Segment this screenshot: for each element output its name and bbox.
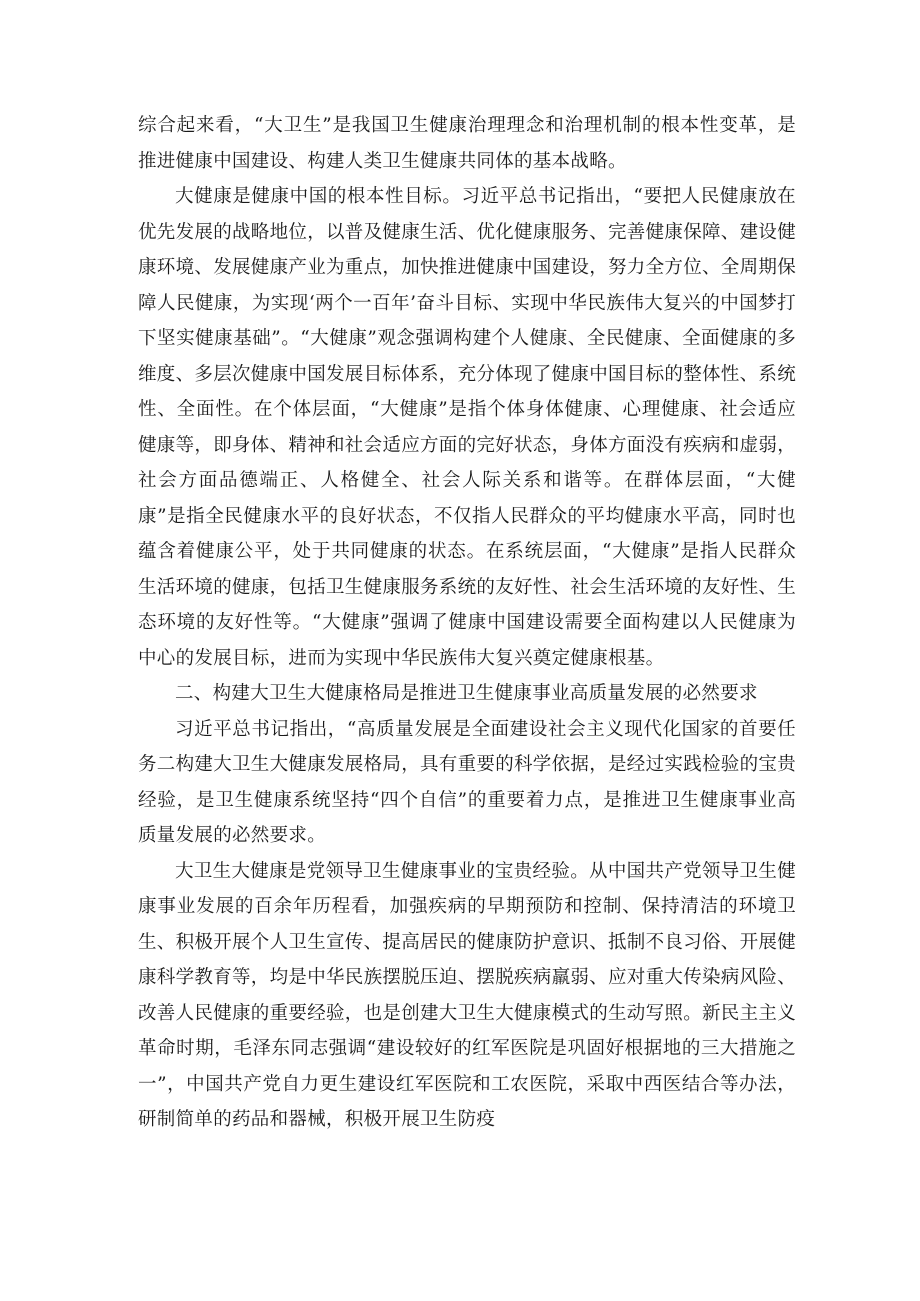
paragraph-big-health-goal: 大健康是健康中国的根本性目标。习近平总书记指出，“要把人民健康放在优先发展的战略地位，以普及健康生活、优化健康服务、完善健康保障、建设健康环境、发展健康产业为重点，加快推进健康中国建设，努力全方位、全周期保障人民健康，为实现‘两个一百年’奋斗目标、实现中华民族伟大复兴的中国梦打下坚实健康基础”。“大健康”观念强调构建个人健康、全民健康、全面健康的多维度、多层次健康中国发展目标体系，充分体现了健康中国目标的整体性、系统性、全面性。在个体层面，“大健康”是指个体身体健康、心理健康、社会适应健康等，即身体、精神和社会适应方面的完好状态，身体方面没有疾病和虚弱，社会方面品德端正、人格健全、社会人际关系和谐等。在群体层面，“大健康”是指全民健康水平的良好状态，不仅指人民群众的平均健康水平高，同时也蕴含着健康公平，处于共同健康的状态。在系统层面，“大健康”是指人民群众生活环境的健康，包括卫生健康服务系统的友好性、社会生活环境的友好性、生态环境的友好性等。“大健康”强调了健康中国建设需要全面构建以人民健康为中心的发展目标，进而为实现中华民族伟大复兴奠定健康根基。 — [138, 186, 797, 669]
paragraph-high-quality-development: 习近平总书记指出，“高质量发展是全面建设社会主义现代化国家的首要任务二构建大卫生大健康发展格局，具有重要的科学依据，是经过实践检验的宝贵经验，是卫生健康系统坚持“四个自信”的重要着力点，是推进卫生健康事业高质量发展的必然要求。 — [138, 718, 797, 846]
paragraph-summary: 综合起来看，“大卫生”是我国卫生健康治理理念和治理机制的根本性变革，是推进健康中国建设、构建人类卫生健康共同体的基本战略。 — [138, 115, 796, 172]
paragraph-party-experience: 大卫生大健康是党领导卫生健康事业的宝贵经验。从中国共产党领导卫生健康事业发展的百余年历程看，加强疾病的早期预防和控制、保持清洁的环境卫生、积极开展个人卫生宣传、提高居民的健康防护意识、抵制不良习俗、开展健康科学教育等，均是中华民族摆脱压迫、摆脱疾病羸弱、应对重大传染病风险、改善人民健康的重要经验，也是创建大卫生大健康模式的生动写照。新民主主义革命时期，毛泽东同志强调“建设较好的红军医院是巩固好根据地的三大措施之一”，中国共产党自力更生建设红军医院和工农医院，采取中西医结合等办法，研制简单的药品和器械，积极开展卫生防疫 — [138, 860, 797, 1130]
section-heading-two: 二、构建大卫生大健康格局是推进卫生健康事业高质量发展的必然要求 — [175, 683, 758, 704]
document-body — [138, 108, 796, 1138]
